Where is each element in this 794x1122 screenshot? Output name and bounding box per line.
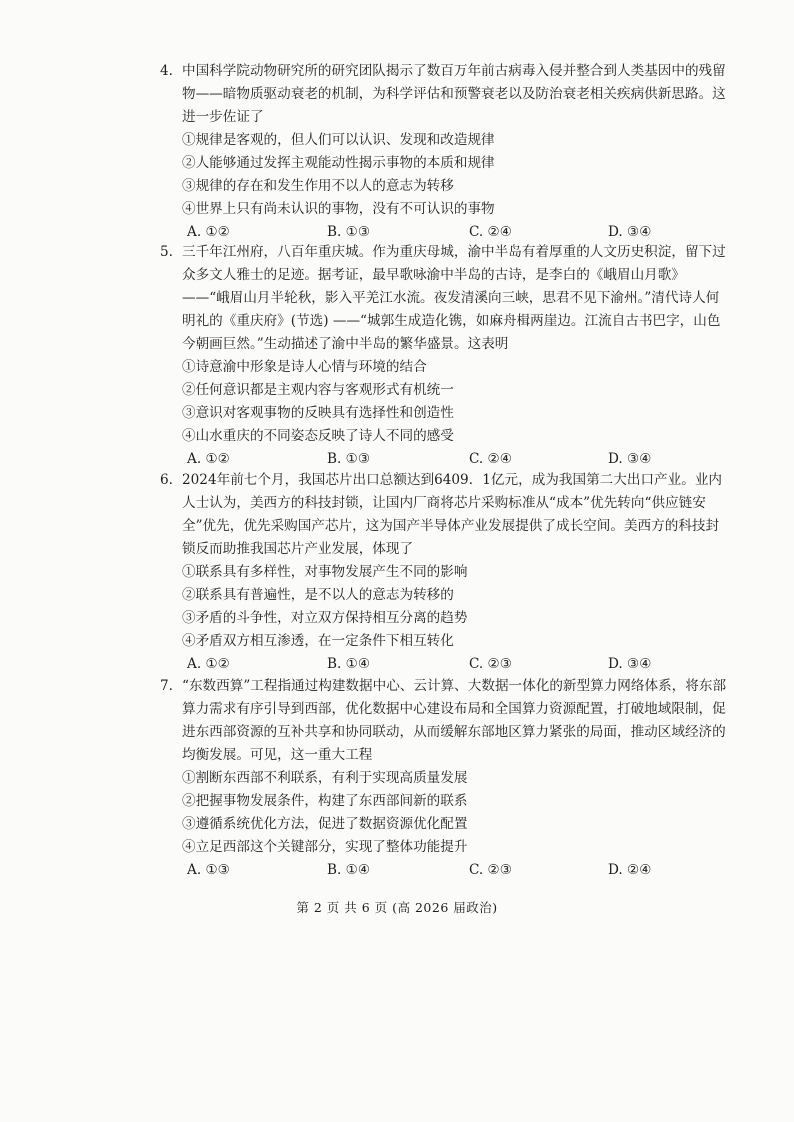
answer-choices xyxy=(160,859,732,882)
choice-b: B. ①④ xyxy=(327,656,371,672)
stem-text: 2024年前七个月，我国芯片出口总额达到6409．1亿元，成为我国第二大出口产业。业内人士认为，美西方的科技封锁，让国内厂商将芯片采购标准从“成本”优先转向“供应链安全”优先，优先采购国产芯片，这为国产半导体产业发展提供了成长空间。美西方的科技封锁反而助推我国芯片产业发展，体现了 xyxy=(182,472,723,557)
answer-choices xyxy=(160,448,732,471)
choice-b: B. ①③ xyxy=(327,224,371,240)
choice-d: D. ③④ xyxy=(608,451,652,467)
statement-1: ①诗意渝中形象是诗人心情与环境的结合 xyxy=(182,359,427,375)
question-stem xyxy=(160,60,732,129)
question-number: 4. xyxy=(160,63,173,79)
statement-3: ③矛盾的斗争性，对立双方保持相互分离的趋势 xyxy=(182,610,468,626)
statement-3: ③规律的存在和发生作用不以人的意志为转移 xyxy=(182,178,454,194)
statement-1: ①割断东西部不利联系，有利于实现高质量发展 xyxy=(182,770,468,786)
question-stem xyxy=(160,469,732,561)
question-stem xyxy=(160,241,732,356)
choice-d: D. ③④ xyxy=(608,656,652,672)
stem-text: “东数西算”工程指通过构建数据中心、云计算、大数据一体化的新型算力网络体系，将东部算力需求有序引导到西部，优化数据中心建设布局和全国算力资源配置，打破地域限制，促进东西部资源的互补共享和协同联动，从而缓解东部地区算力紧张的局面，推动区域经济的均衡发展。可见，这一重大工程 xyxy=(182,678,727,763)
choice-d: D. ③④ xyxy=(608,224,652,240)
statement-4: ④山水重庆的不同姿态反映了诗人不同的感受 xyxy=(182,428,454,444)
choice-c: C. ②④ xyxy=(469,224,512,240)
question-number: 7. xyxy=(160,678,173,694)
question-number: 5. xyxy=(160,244,173,260)
statement-1: ①规律是客观的，但人们可以认识、发现和改造规律 xyxy=(182,132,495,148)
question-5 xyxy=(160,241,732,471)
statement-3: ③遵循系统优化方法，促进了数据资源优化配置 xyxy=(182,816,468,832)
question-stem xyxy=(160,675,732,767)
choice-b: B. ①③ xyxy=(327,451,371,467)
statement-2: ②联系具有普遍性，是不以人的意志为转移的 xyxy=(182,587,454,603)
statement-3: ③意识对客观事物的反映具有选择性和创造性 xyxy=(182,405,454,421)
statement-4: ④矛盾双方相互渗透，在一定条件下相互转化 xyxy=(182,633,454,649)
question-4 xyxy=(160,60,732,244)
choice-c: C. ②③ xyxy=(469,656,512,672)
answer-choices xyxy=(160,653,732,676)
choice-a: A. ①② xyxy=(187,224,230,240)
choice-c: C. ②③ xyxy=(469,862,512,878)
statement-2: ②人能够通过发挥主观能动性揭示事物的本质和规律 xyxy=(182,155,495,171)
stem-text: 三千年江州府，八百年重庆城。作为重庆母城，渝中半岛有着厚重的人文历史积淀，留下过众多文人雅士的足迹。据考证，最早歌咏渝中半岛的古诗，是李白的《峨眉山月歌》——“峨眉山月半轮秋，影入平羌江水流。夜发清溪向三峡，思君不见下渝州。”清代诗人何明礼的《重庆府》(节选) ——“城郭生成造化镌，如麻舟楫两崖边。江流自古书巴字，山色今朝画巨然。”生动描述了渝中半岛的繁华盛景。这表明 xyxy=(182,244,726,352)
statement-4: ④立足西部这个关键部分，实现了整体功能提升 xyxy=(182,839,468,855)
choice-a: A. ①② xyxy=(187,451,230,467)
statement-2: ②任何意识都是主观内容与客观形式有机统一 xyxy=(182,382,454,398)
question-number: 6. xyxy=(160,472,173,488)
statement-4: ④世界上只有尚未认识的事物，没有不可认识的事物 xyxy=(182,201,495,217)
statement-2: ②把握事物发展条件，构建了东西部间新的联系 xyxy=(182,793,468,809)
page-footer: 第 2 页 共 6 页 (高 2026 届政治) xyxy=(296,900,498,915)
choice-c: C. ②④ xyxy=(469,451,512,467)
choice-b: B. ①④ xyxy=(327,862,371,878)
choice-d: D. ②④ xyxy=(608,862,652,878)
question-6 xyxy=(160,469,732,676)
statement-1: ①联系具有多样性，对事物发展产生不同的影响 xyxy=(182,564,468,580)
stem-text: 中国科学院动物研究所的研究团队揭示了数百万年前古病毒入侵并整合到人类基因中的残留物——暗物质驱动衰老的机制，为科学评估和预警衰老以及防治衰老相关疾病供新思路。这进一步佐证了 xyxy=(182,63,726,125)
choice-a: A. ①③ xyxy=(187,862,230,878)
choice-a: A. ①② xyxy=(187,656,230,672)
question-7 xyxy=(160,675,732,882)
